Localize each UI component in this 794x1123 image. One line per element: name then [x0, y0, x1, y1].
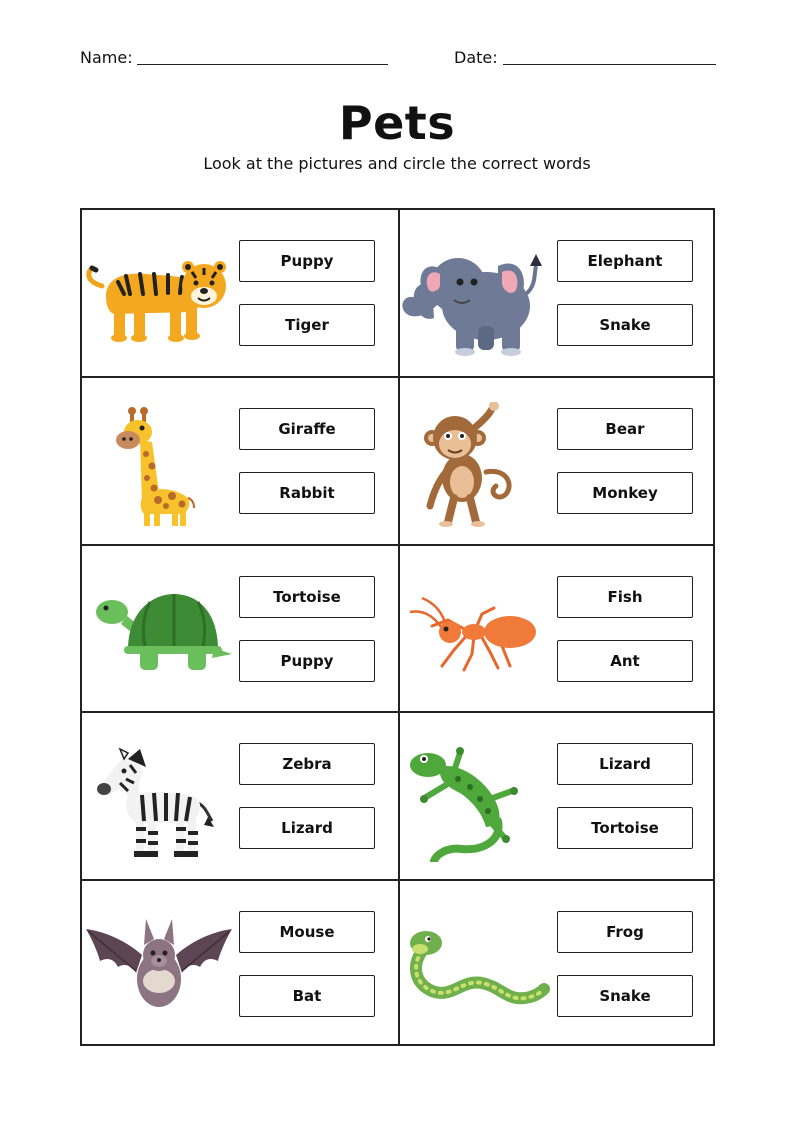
question-cell-zebra: [82, 713, 398, 880]
option-frog[interactable]: Frog: [557, 911, 693, 953]
option-fish[interactable]: Fish: [557, 576, 693, 618]
question-cell-monkey: [400, 378, 716, 545]
tiger-icon: [84, 234, 234, 359]
zebra-icon: [84, 737, 234, 862]
worksheet-grid: [80, 208, 715, 1046]
elephant-icon: [402, 234, 552, 359]
instructions: Look at the pictures and circle the correct words: [203, 154, 591, 173]
option-mouse[interactable]: Mouse: [239, 911, 375, 953]
option-puppy[interactable]: Puppy: [239, 240, 375, 282]
option-zebra[interactable]: Zebra: [239, 743, 375, 785]
question-cell-snake: [400, 881, 716, 1048]
bat-icon: [84, 905, 234, 1030]
name-line[interactable]: [137, 64, 388, 65]
question-cell-tiger: [82, 210, 398, 377]
option-puppy[interactable]: Puppy: [239, 640, 375, 682]
monkey-icon: [402, 402, 552, 527]
date-line[interactable]: [503, 64, 716, 65]
question-cell-bat: [82, 881, 398, 1048]
option-elephant[interactable]: Elephant: [557, 240, 693, 282]
tortoise-icon: [84, 570, 234, 695]
option-lizard[interactable]: Lizard: [239, 807, 375, 849]
option-tiger[interactable]: Tiger: [239, 304, 375, 346]
name-label: Name:: [80, 48, 133, 67]
question-cell-giraffe: [82, 378, 398, 545]
option-tortoise[interactable]: Tortoise: [557, 807, 693, 849]
option-ant[interactable]: Ant: [557, 640, 693, 682]
option-giraffe[interactable]: Giraffe: [239, 408, 375, 450]
option-snake[interactable]: Snake: [557, 975, 693, 1017]
option-lizard[interactable]: Lizard: [557, 743, 693, 785]
date-label: Date:: [454, 48, 498, 67]
giraffe-icon: [84, 402, 234, 527]
question-cell-lizard: [400, 713, 716, 880]
lizard-icon: [402, 737, 552, 862]
option-bear[interactable]: Bear: [557, 408, 693, 450]
option-tortoise[interactable]: Tortoise: [239, 576, 375, 618]
question-cell-ant: [400, 546, 716, 713]
option-rabbit[interactable]: Rabbit: [239, 472, 375, 514]
option-snake[interactable]: Snake: [557, 304, 693, 346]
option-monkey[interactable]: Monkey: [557, 472, 693, 514]
snake-icon: [402, 905, 552, 1030]
page-title: Pets: [338, 96, 456, 150]
option-bat[interactable]: Bat: [239, 975, 375, 1017]
ant-icon: [402, 570, 552, 695]
question-cell-tortoise: [82, 546, 398, 713]
question-cell-elephant: [400, 210, 716, 377]
